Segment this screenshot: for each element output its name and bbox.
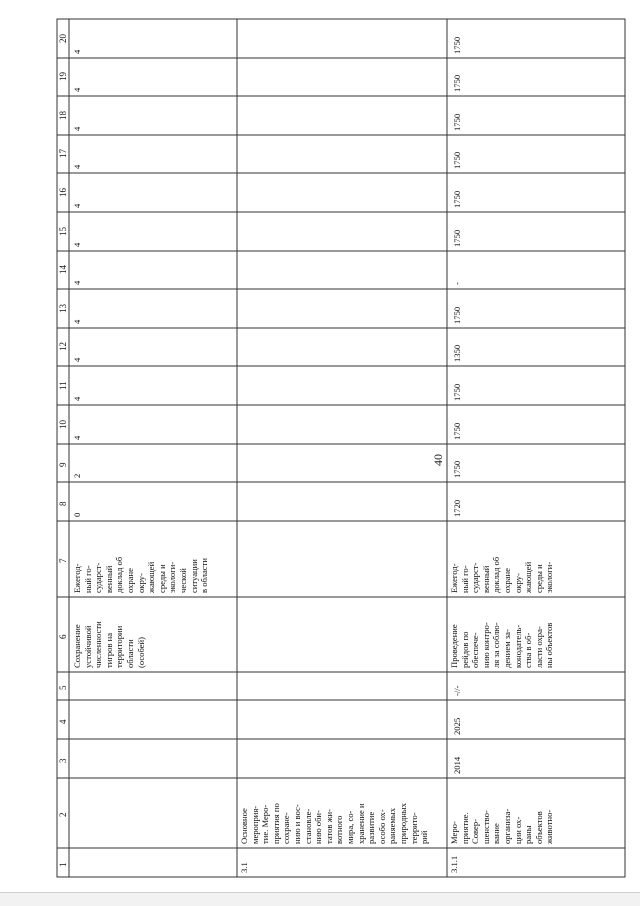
row-3-1-1-col2-line: вание bbox=[491, 823, 502, 844]
row-3-1-1-value: 1750 bbox=[452, 306, 462, 324]
header-number: 14 bbox=[58, 265, 68, 274]
top-col6-line: тигров на bbox=[103, 632, 114, 668]
top-indicator: 4 bbox=[72, 87, 82, 92]
top-col6-line: Сохранение bbox=[72, 624, 82, 668]
header-number: 15 bbox=[58, 226, 68, 236]
row-3-1-1-value: 1750 bbox=[452, 383, 462, 401]
top-col7-line: ный го- bbox=[82, 565, 93, 593]
row-3-1-1-col2-line: приятие. bbox=[459, 812, 470, 844]
header-number: 1 bbox=[58, 862, 68, 867]
header-number: 2 bbox=[58, 812, 68, 817]
row-3-1-1-col7-line: жающей bbox=[523, 561, 534, 593]
row-3-1-col2-line: становле- bbox=[302, 808, 313, 844]
row-3-1-1-col2-line: шенство- bbox=[480, 810, 491, 844]
row-3-1-1-value: 1750 bbox=[452, 74, 462, 92]
row-3-1-col2-line: особо ох- bbox=[376, 809, 387, 844]
row-3-1-1-value: 1350 bbox=[452, 344, 462, 362]
row-3-1-1-value: 1750 bbox=[452, 151, 462, 169]
header-number: 17 bbox=[58, 149, 68, 158]
row-3-1-1-col6-line: ля за соблю- bbox=[491, 622, 502, 668]
header-number: 20 bbox=[58, 33, 68, 43]
header-number: 11 bbox=[58, 380, 68, 390]
row-3-1-1-col6-line: нию контро- bbox=[480, 622, 491, 668]
row-3-1-col2-line: хранение и bbox=[355, 803, 366, 844]
header-number: 3 bbox=[58, 758, 68, 763]
top-col7-line: сударст- bbox=[93, 562, 104, 593]
row-3-1-col2-line: нию оби- bbox=[313, 810, 324, 844]
header-number: 19 bbox=[58, 72, 68, 81]
top-col6-line: (особей) bbox=[135, 636, 146, 668]
header-number: 12 bbox=[58, 342, 68, 351]
row-3-1-1-col7-line: доклад об bbox=[491, 556, 502, 593]
row-3-1-1-value: 1750 bbox=[452, 460, 462, 478]
row-3-1-1-value: 1720 bbox=[452, 499, 462, 517]
row-3-1-1-number: 3.1.1 bbox=[449, 855, 459, 873]
row-3-1-1-col7-line: Ежегод- bbox=[449, 563, 459, 593]
row-3-1-col2-line: Основное bbox=[239, 808, 249, 844]
header-number: 9 bbox=[58, 462, 68, 467]
header-number: 6 bbox=[58, 634, 68, 639]
row-3-1-1-col2-line: Меро- bbox=[449, 821, 459, 844]
row-3-1-1-col6-line: ны объектов bbox=[544, 622, 555, 668]
top-col7-line: окру- bbox=[135, 573, 146, 593]
row-3-1-1-col7-line: среды и bbox=[533, 564, 544, 593]
row-3-1-col2-line: нию и вос- bbox=[292, 804, 302, 844]
top-col6-line: численности bbox=[93, 621, 104, 668]
header-number: 4 bbox=[58, 719, 68, 724]
top-col6-line: устойчивой bbox=[82, 625, 93, 668]
header-number: 5 bbox=[58, 685, 68, 690]
row-3-1-1-value: 1750 bbox=[452, 422, 462, 440]
row-3-1-1-col2-line: организа- bbox=[502, 808, 512, 844]
top-indicator: 2 bbox=[72, 473, 82, 478]
row-3-1-1-value: - bbox=[452, 282, 462, 285]
row-3-1-col2-line: тие. Меро- bbox=[260, 804, 271, 844]
row-3-1-1-col7-line: экологи- bbox=[544, 561, 555, 593]
top-indicator: 4 bbox=[72, 435, 82, 440]
row-3-1-1-col6-line: дением за- bbox=[502, 629, 512, 668]
row-3-1-1-col2-line: Совер- bbox=[470, 818, 481, 844]
row-3-1-1-value: 1750 bbox=[452, 190, 462, 208]
header-number: 13 bbox=[58, 303, 68, 313]
row-3-1-1-col2-line: раны bbox=[523, 825, 534, 844]
top-indicator: 4 bbox=[72, 203, 82, 208]
row-3-1-1-col6-line: обеспече- bbox=[470, 632, 481, 668]
top-col7-line: ческой bbox=[178, 568, 188, 593]
top-col7-line: экологи- bbox=[167, 561, 178, 593]
top-indicator: 4 bbox=[72, 319, 82, 324]
top-col7-line: доклад об bbox=[114, 556, 125, 593]
row-3-1-col2-line: террито- bbox=[408, 812, 419, 844]
top-col6-line: области bbox=[125, 639, 135, 668]
row-3-1-1-col7-line: окру- bbox=[512, 573, 523, 593]
top-indicator: 4 bbox=[72, 280, 82, 285]
top-indicator: 4 bbox=[72, 126, 82, 131]
row-3-1-col2-line: вотного bbox=[334, 815, 345, 844]
top-col7-line: ситуации bbox=[188, 559, 199, 593]
row-3-1-1-col7-line: ный го- bbox=[459, 565, 470, 593]
row-3-1-1-col6-line: ласти охра- bbox=[533, 626, 544, 668]
row-3-1-1-col6-line: рейдов по bbox=[459, 631, 470, 668]
header-number: 8 bbox=[58, 501, 68, 506]
row-3-1-1-col6-line: конодатель- bbox=[512, 624, 523, 668]
header-number: 10 bbox=[58, 419, 68, 429]
row-3-1-1-start-year: 2014 bbox=[452, 756, 462, 774]
top-indicator: 4 bbox=[72, 49, 82, 54]
row-3-1-col2-line: природных bbox=[398, 803, 408, 844]
top-indicator: 0 bbox=[72, 512, 82, 517]
header-number: 18 bbox=[58, 110, 68, 120]
row-3-1-col2-line: татов жи- bbox=[323, 809, 334, 844]
top-col6-line: территории bbox=[114, 625, 125, 668]
header-number: 16 bbox=[58, 187, 68, 197]
top-indicator: 4 bbox=[72, 357, 82, 362]
row-3-1-col2-line: сохране- bbox=[281, 812, 292, 844]
row-3-1-1-value: 1750 bbox=[452, 229, 462, 247]
row-3-1-1-col7-line: сударст- bbox=[470, 562, 481, 593]
row-3-1-1-col6-line: Проведение bbox=[449, 624, 459, 668]
top-col7-line: Ежегод- bbox=[72, 563, 82, 593]
top-col7-line: венный bbox=[103, 565, 114, 593]
top-indicator: 4 bbox=[72, 396, 82, 401]
row-3-1-col2-line: мира, со- bbox=[345, 810, 355, 844]
top-indicator: 4 bbox=[72, 242, 82, 247]
top-col7-line: жающей bbox=[146, 561, 157, 593]
row-3-1-1-executor: -//- bbox=[452, 685, 462, 696]
row-3-1-1-end-year: 2025 bbox=[452, 717, 462, 735]
top-col7-line: в области bbox=[199, 558, 210, 593]
header-number: 7 bbox=[58, 558, 68, 563]
top-col7-line: среды и bbox=[156, 564, 167, 593]
row-3-1-1-col6-line: ства в об- bbox=[523, 632, 534, 668]
row-3-1-col2-line: рий bbox=[419, 830, 430, 844]
row-3-1-1-value: 1750 bbox=[452, 36, 462, 54]
top-col7-line: охране bbox=[125, 568, 135, 593]
row-3-1-1-col2-line: объектов bbox=[533, 811, 544, 844]
row-3-1-col2-line: раняемых bbox=[387, 808, 398, 844]
row-3-1-1-value: 1750 bbox=[452, 113, 462, 131]
row-3-1-1-col2-line: ции ох- bbox=[512, 816, 523, 844]
page-footer-strip bbox=[0, 892, 640, 906]
row-3-1-col2-line: приятия по bbox=[270, 803, 281, 844]
row-3-1-1-col2-line: животно- bbox=[544, 809, 555, 844]
row-3-1-1-col7-line: венный bbox=[480, 565, 491, 593]
row-3-1-1-col7-line: охране bbox=[502, 568, 512, 593]
page-number: 40 bbox=[431, 454, 445, 466]
row-3-1-number: 3.1 bbox=[239, 862, 249, 873]
row-3-1-col2-line: мероприя- bbox=[249, 805, 260, 844]
row-3-1-col2-line: развитие bbox=[366, 811, 377, 844]
top-indicator: 4 bbox=[72, 164, 82, 169]
